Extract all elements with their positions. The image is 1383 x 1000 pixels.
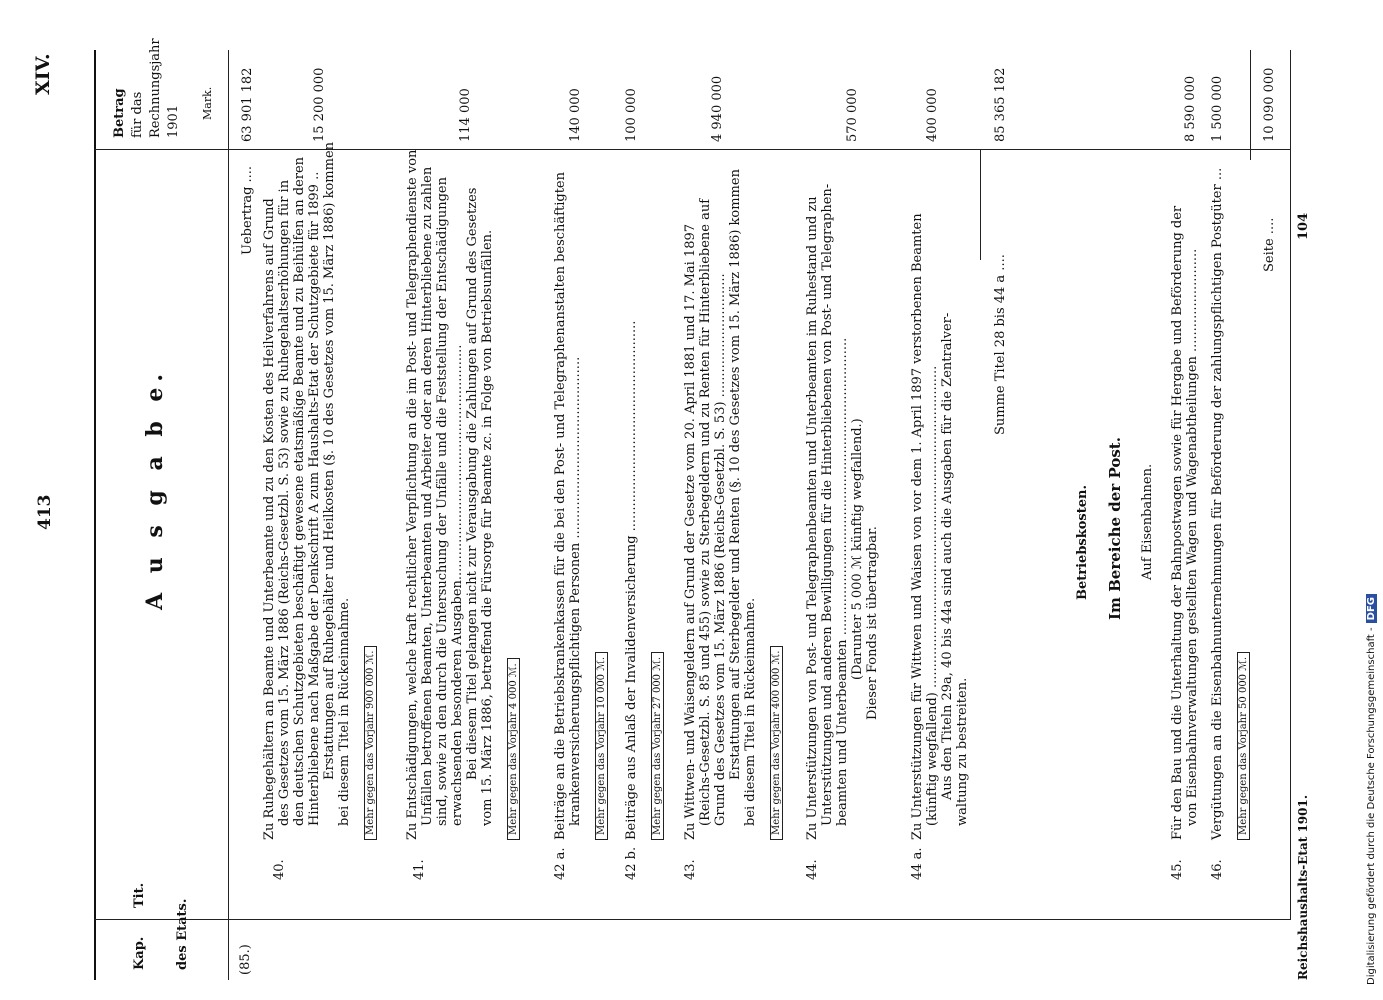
titel-40-number: 40. <box>272 859 287 880</box>
titel-44-amount: 570 000 <box>845 88 860 142</box>
titel-44a-line-3: Aus den Titeln 29a, 40 bis 44a sind auch die Ausgaben für die Zentralver- <box>940 312 955 800</box>
titel-45-line-2: von Eisenbahnverwaltungen gestellten Wagen und Wagenabtheilungen ......................... <box>1185 248 1200 826</box>
roman-numeral: XIV. <box>32 53 54 95</box>
titel-44-line-1: Zu Unterstützungen von Post- und Telegraphenbeamten und Unterbeamten im Ruhestand und zu <box>805 196 820 840</box>
titel-45-amount: 8 590 000 <box>1183 75 1198 142</box>
col-betrag-1: Betrag <box>112 88 127 138</box>
titel-40-mehr: Mehr gegen das Vorjahr 900 000 ℳ. <box>364 646 377 840</box>
titel-44-text <box>805 184 880 840</box>
col-betrag-2: für das <box>130 91 145 138</box>
titel-42b-text <box>624 321 665 840</box>
titel-42a-mehr: Mehr gegen das Vorjahr 10 000 ℳ. <box>595 652 608 840</box>
titel-43-text <box>683 169 784 840</box>
titel-44a-line-1: Zu Unterstützungen für Wittwen und Waisen von vor dem 1. April 1897 verstorbenen Beamten <box>910 213 925 840</box>
titel-43-number: 43. <box>683 859 698 880</box>
titel-43-line-2: (Reichs-Gesetzbl. S. 85 und 455) sowie zu Sterbegeldern und zu Renten für Hinterbliebene auf <box>698 198 713 826</box>
seite-label: Seite .... <box>1262 217 1277 272</box>
digitization-note <box>1366 0 1377 985</box>
titel-41-line-6: vom 15. März 1886, betreffend die Fürsorge für Beamte zc. in Folge von Betriebsunfällen. <box>480 229 495 826</box>
titel-42b-amount: 100 000 <box>624 88 639 142</box>
rule-top <box>94 50 96 980</box>
titel-43-line-4: Erstattungen auf Sterbegelder und Renten (§. 10 des Gesetzes vom 15. März 1886) kommen <box>728 169 743 780</box>
titel-44a-line-4: waltung zu bestreiten. <box>955 677 970 826</box>
titel-41-amount: 114 000 <box>458 88 473 142</box>
titel-43-line-5: bei diesem Titel in Rückeinnahme. <box>743 597 758 826</box>
titel-41-line-3: sind, sowie zu den durch die Untersuchung der Unfälle und die Feststellung der Entschädigungen <box>435 177 450 826</box>
titel-44-line-4: (Darunter 5 000 ℳ künftig wegfallend.) <box>850 418 865 680</box>
titel-44a-line-2: (künftig wegfallend) .............................................................................. <box>925 365 940 826</box>
rule-seite <box>1250 50 1251 160</box>
titel-42a-amount: 140 000 <box>568 88 583 142</box>
titel-41-text <box>405 150 521 840</box>
titel-42b-number: 42 b. <box>624 846 639 880</box>
betriebskosten-heading: Betriebskosten. <box>1075 485 1090 600</box>
uebertrag-label: Uebertrag .... <box>240 165 255 255</box>
titel-42a-line-1: Beiträge an die Betriebskrankenkassen für die bei den Post- und Telegraphenanstalten beschäftigten <box>553 172 568 840</box>
titel-43-amount: 4 940 000 <box>710 75 725 142</box>
col-betrag-3: Rechnungsjahr <box>148 38 163 138</box>
titel-44a-amount: 400 000 <box>925 88 940 142</box>
summe-amount: 85 365 182 <box>993 67 1008 142</box>
rule-bottom <box>1290 50 1291 920</box>
titel-46-line-1: Vergütungen an die Eisenbahnunternehmungen für Beförderung der zahlungspflichtigen Postgüter ... <box>1210 167 1225 840</box>
rule-kap-column <box>94 919 1290 920</box>
rule-header-bottom <box>228 50 229 980</box>
titel-44-line-2: Unterstützungen und anderen Bewilligungen für die Hinterbliebenen von Post- und Telegraphen- <box>820 183 835 826</box>
seite-amount: 10 090 000 <box>1262 67 1277 142</box>
titel-42b-line-1: Beiträge aus Anlaß der Invalidenversicherung ................................................... <box>624 320 639 840</box>
titel-40-line-5: Erstattungen auf Ruhegehälter und Heilkosten (§. 10 des Gesetzes vom 15. März 1886) kommen <box>322 141 337 780</box>
titel-44-number: 44. <box>805 859 820 880</box>
titel-40-line-6: bei diesem Titel in Rückeinnahme. <box>337 597 352 826</box>
summe-label: Summe Titel 28 bis 44 a .... <box>993 254 1008 435</box>
titel-42a-line-2: krankenversicherungspflichtigen Personen ............................................ <box>568 356 583 826</box>
titel-41-number: 41. <box>412 859 427 880</box>
titel-40-amount: 15 200 000 <box>312 67 327 142</box>
titel-46-amount: 1 500 000 <box>1210 75 1225 142</box>
titel-45-text <box>1170 206 1200 840</box>
titel-41-line-5: Bei diesem Titel gelangen nicht zur Verausgabung die Zahlungen auf Grund des Gesetzes <box>465 187 480 780</box>
titel-42a-number: 42 a. <box>553 847 568 880</box>
col-des-etats: des Etats. <box>175 898 190 970</box>
footer-left: Reichshaushalts-Etat 1901. <box>1296 794 1310 980</box>
titel-43-mehr: Mehr gegen das Vorjahr 400 000 ℳ. <box>770 646 783 840</box>
kapitel-number: (85.) <box>238 944 253 975</box>
titel-41-line-2: Unfällen betroffenen Beamten, Unterbeamten und Arbeiter oder an deren Hinterbliebene zu zahlen <box>420 166 435 826</box>
titel-45-number: 45. <box>1170 859 1185 880</box>
titel-44a-text <box>910 213 970 840</box>
titel-42b-mehr: Mehr gegen das Vorjahr 27 000 ℳ. <box>651 652 664 840</box>
titel-44a-number: 44 a. <box>910 847 925 880</box>
bereich-heading: Im Bereiche der Post. <box>1106 437 1124 620</box>
col-kap: Kap. <box>132 936 147 970</box>
titel-40-line-3: den deutschen Schutzgebieten beschäftigt gewesene etatsmäßige Beamte und zu Beihülfen an deren <box>292 156 307 826</box>
titel-46-text <box>1210 168 1251 840</box>
dfg-logo: DFG <box>1366 594 1377 623</box>
titel-44-line-3: beamten und Unterbeamten ........................................................................ <box>835 337 850 826</box>
uebertrag-amount: 63 901 182 <box>240 67 255 142</box>
titel-43-line-3: Grund des Gesetzes vom 15. März 1886 (Reichs-Gesetzbl. S. 53) .............................. <box>713 273 728 826</box>
eisenbahnen-heading: Auf Eisenbahnen. <box>1140 463 1155 580</box>
titel-40-text <box>262 142 378 840</box>
rule-summe <box>980 150 981 260</box>
titel-43-line-1: Zu Wittwen- und Waisengeldern auf Grund der Gesetze vom 20. April 1881 und 17. Mai 1897 <box>683 223 698 840</box>
titel-40-line-4: Hinterbliebene nach Maßgabe der Denkschrift A zum Haushalts-Etat der Schutzgebiete für 1899 .. <box>307 171 322 826</box>
titel-40-line-2: des Gesetzes vom 15. März 1886 (Reichs-Gesetzbl. S. 53) sowie zu Ruhegehaltserhöhungen für in <box>277 179 292 826</box>
col-mark: Mark. <box>201 86 214 120</box>
col-betrag-4: 1901 <box>166 104 181 138</box>
titel-41-line-4: erwachsenden besonderen Ausgaben......................................................... <box>450 344 465 826</box>
titel-44-line-5: Dieser Fonds ist übertragbar. <box>865 526 880 720</box>
digitization-note-text: Digitalisierung gefördert durch die Deutsche Forschungsgemeinschaft - <box>1366 627 1377 985</box>
titel-40-line-1: Zu Ruhegehältern an Beamte und Unterbeamte und zu den Kosten des Heilverfahrens auf Grund <box>262 198 277 840</box>
titel-46-mehr: Mehr gegen das Vorjahr 50 000 ℳ. <box>1237 652 1250 840</box>
col-tit: Tit. <box>132 882 147 908</box>
titel-41-mehr: Mehr gegen das Vorjahr 4 000 ℳ. <box>507 658 520 840</box>
titel-46-number: 46. <box>1210 859 1225 880</box>
titel-41-line-1: Zu Entschädigungen, welche kraft rechtlicher Verpflichtung an die im Post- und Telegraphendienste von <box>405 149 420 840</box>
titel-42a-text <box>553 172 609 840</box>
titel-45-line-1: Für den Bau und die Unterhaltung der Bahnpostwagen sowie für Hergabe und Beförderung der <box>1170 205 1185 840</box>
page-number: 413 <box>35 494 55 530</box>
footer-page: 104 <box>1296 212 1311 240</box>
section-title: A u s g a b e. <box>142 367 168 610</box>
